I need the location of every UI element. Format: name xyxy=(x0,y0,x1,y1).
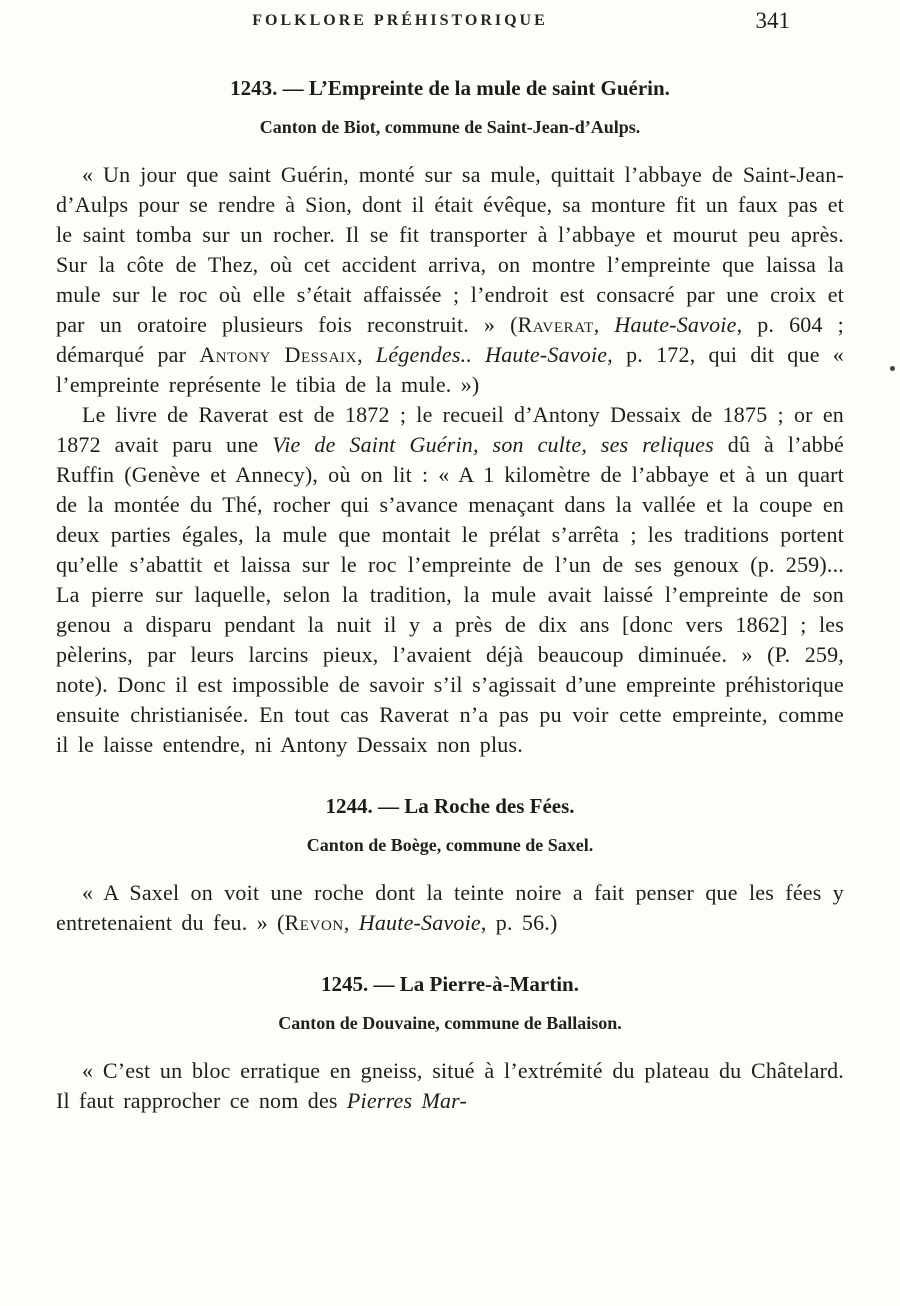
entry-subtitle: Canton de Douvaine, commune de Ballaison. xyxy=(278,1013,622,1033)
entry-heading: 1245. — La Pierre-à-Martin. xyxy=(321,972,579,996)
body-text: , p. 172, qui dit que « l’empreinte représente le tibia de la mule. ») xyxy=(56,342,844,397)
italic-text: Haute-Savoie xyxy=(358,910,481,935)
smallcaps-author-name: Antony Dessaix xyxy=(199,342,358,367)
paragraph xyxy=(56,1056,844,1116)
body-text: , xyxy=(593,312,615,337)
smallcaps-author-name: Revon xyxy=(284,910,344,935)
entry-subtitle: Canton de Boège, commune de Saxel. xyxy=(306,835,594,855)
italic-text: Vie de Saint Guérin, son culte, ses reliques xyxy=(272,432,714,457)
smallcaps-author-name: Raverat xyxy=(517,312,594,337)
body-text: « A Saxel on voit une roche dont la teinte noire a fait penser que les fées y entretenaient du feu. » ( xyxy=(56,880,844,935)
entry-subtitle: Canton de Biot, commune de Saint-Jean-d’Aulps. xyxy=(259,117,641,137)
entry-body xyxy=(56,878,844,938)
italic-text: Pierres Mar- xyxy=(346,1088,468,1113)
body-text: , p. 604 ; démarqué par xyxy=(56,312,844,367)
page-number: 341 xyxy=(755,8,790,33)
body-text: « C’est un bloc erratique en gneiss, situé à l’extrémité du plateau du Châtelard. Il faut rapprocher ce nom des xyxy=(56,1058,844,1113)
body-text: Le livre de Raverat est de 1872 ; le recueil d’Antony Dessaix de 1875 ; or en 1872 avait paru une xyxy=(56,402,844,457)
body-text: , xyxy=(357,342,376,367)
entry-heading: 1243. — L’Empreinte de la mule de saint Guérin. xyxy=(230,76,670,100)
running-title: FOLKLORE PRÉHISTORIQUE xyxy=(252,12,548,29)
italic-text: Haute-Savoie xyxy=(614,312,737,337)
page-header xyxy=(56,8,844,42)
paragraph xyxy=(56,878,844,938)
folklore-entry xyxy=(56,76,844,760)
paragraph xyxy=(56,160,844,400)
entry-heading: 1244. — La Roche des Fées. xyxy=(325,794,575,818)
entry-body xyxy=(56,1056,844,1116)
folklore-entry xyxy=(56,794,844,938)
entry-body xyxy=(56,160,844,760)
body-text: , xyxy=(343,910,359,935)
italic-text: Légendes.. Haute-Savoie xyxy=(375,342,608,367)
body-text: dû à l’abbé Ruffin (Genève et Annecy), où on lit : « A 1 kilomètre de l’abbaye et à un quart de la montée du Thé, rocher qui s’avance menaçant dans la vallée et la coupe en deux parties égales, la mule que montait le prélat s’arrêta ; les traditions portent qu’elle s’abattit et laissa sur le roc l’empreinte de l’un de ses genoux (p. 259)... La pierre sur laquelle, selon la tradition, la mule avait laissé l’empreinte de son genou a disparu pendant la nuit il y a près de dix ans [donc vers 1862] ; les pèlerins, par leurs larcins pieux, l’avaient déjà beaucoup diminuée. » (P. 259, note). Donc il est impossible de savoir s’il s’agissait d’une empreinte préhistorique ensuite christianisée. En tout cas Raverat n’a pas pu voir cette empreinte, comme il le laisse entendre, ni Antony Dessaix non plus. xyxy=(56,432,844,757)
scan-speck-icon xyxy=(890,366,895,371)
paragraph xyxy=(56,400,844,760)
body-text: « Un jour que saint Guérin, monté sur sa mule, quittait l’abbaye de Saint-Jean-d’Aulps pour se rendre à Sion, dont il était évêque, sa monture fit un faux pas et le saint tomba sur un rocher. Il se fit transporter à l’abbaye et mourut peu après. Sur la côte de Thez, où cet accident arriva, on montre l’empreinte que laissa la mule sur le roc où elle s’était affaissée ; l’endroit est consacré par une croix et par un oratoire plusieurs fois reconstruit. » ( xyxy=(56,162,844,337)
body-text: , p. 56.) xyxy=(480,910,558,935)
folklore-entry xyxy=(56,972,844,1116)
entries xyxy=(56,76,844,1116)
